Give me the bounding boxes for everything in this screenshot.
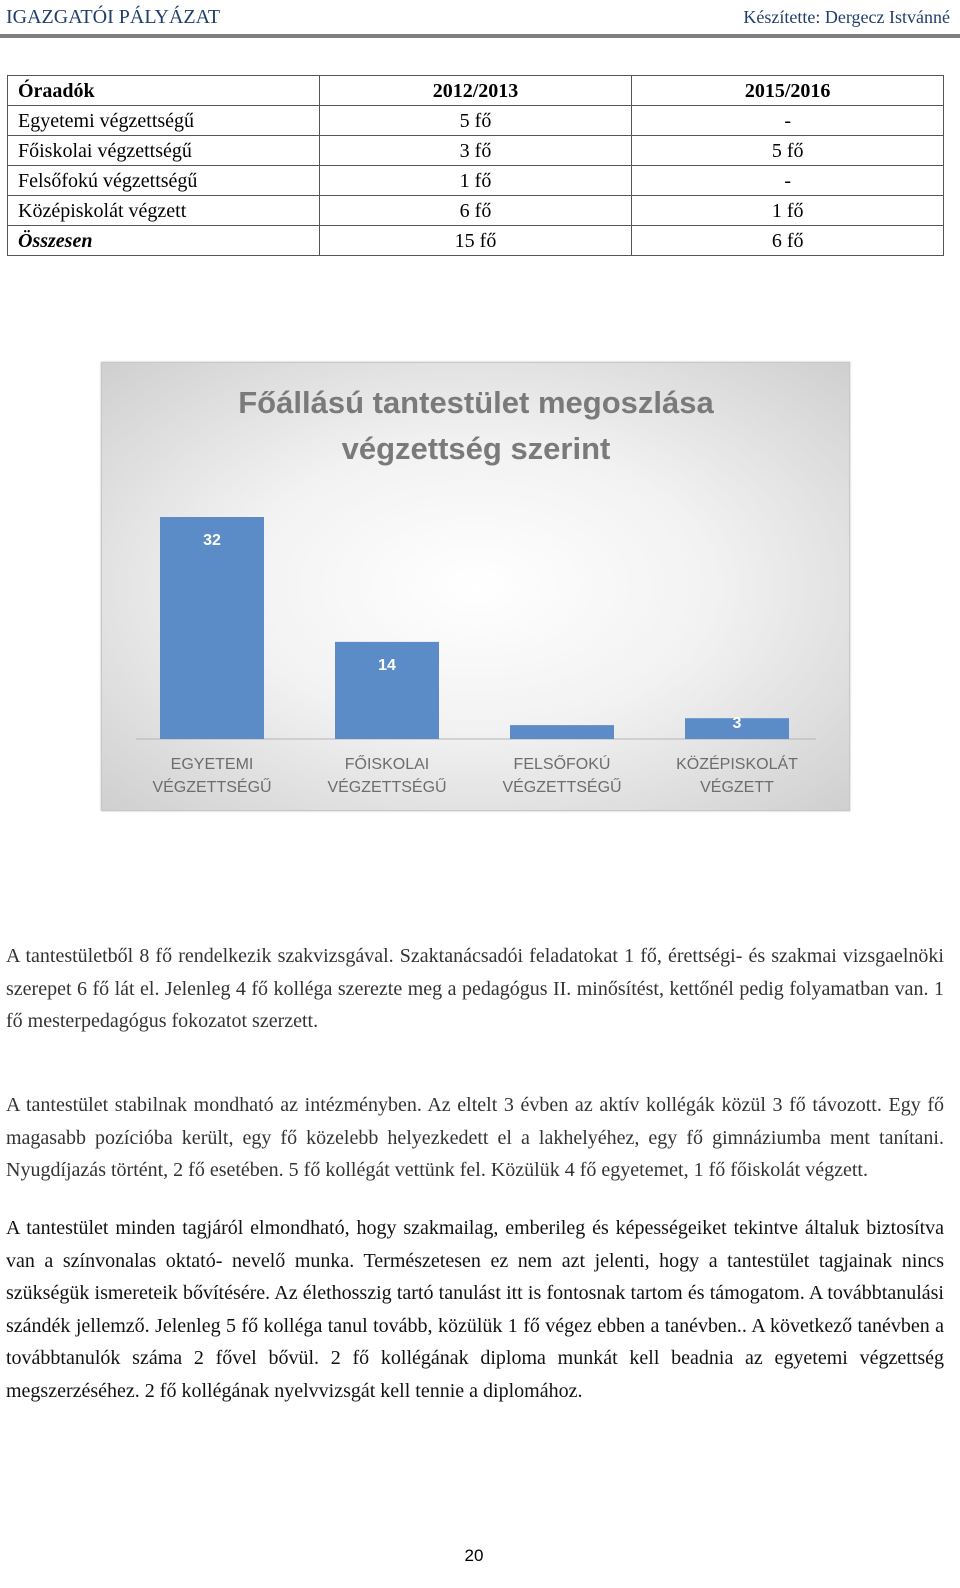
table-cell: 6 fő (319, 196, 632, 226)
table-cell-label: Főiskolai végzettségű (8, 136, 320, 166)
chart-category-label: VÉGZETT (700, 779, 774, 796)
paragraph-staff-stability (6, 1089, 944, 1187)
chart-category-label: FŐISKOLAI (344, 756, 430, 773)
bar-chart (101, 362, 850, 811)
table-cell-label: Felsőfokú végzettségű (8, 166, 320, 196)
chart-bar (160, 517, 264, 739)
table-row (8, 136, 944, 166)
chart-category-label: EGYETEMI (170, 756, 254, 773)
chart-data-label: 14 (378, 656, 396, 674)
table-cell: 1 fő (632, 196, 944, 226)
table-cell: 5 fő (632, 136, 944, 166)
document-title: IGAZGATÓI PÁLYÁZAT (6, 5, 221, 28)
table-cell-label: Középiskolát végzett (8, 196, 320, 226)
chart-category-label: VÉGZETTSÉGŰ (152, 779, 272, 796)
paragraph-further-education (6, 1212, 944, 1407)
table-cell: 1 fő (319, 166, 632, 196)
table-cell: 5 fő (319, 106, 632, 136)
chart-category-label: FELSŐFOKÚ (513, 756, 611, 773)
table-row (8, 106, 944, 136)
table-header-cell: 2012/2013 (319, 76, 632, 106)
table-cell: - (632, 166, 944, 196)
chart-category-label: VÉGZETTSÉGŰ (502, 779, 622, 796)
chart-data-label: 3 (732, 715, 742, 733)
chart-bar (510, 725, 614, 739)
chart-category-label: VÉGZETTSÉGŰ (327, 779, 447, 796)
staff-table (7, 75, 944, 256)
header-rule (0, 34, 960, 38)
document-author: Készítette: Dergecz Istvánné (743, 6, 950, 27)
table-row (8, 196, 944, 226)
chart-data-label: 32 (203, 532, 221, 549)
paragraph-text: A tantestület stabilnak mondható az intézményben. Az eltelt 3 évben az aktív kollégák közül 3 fő távozott. Egy fő magasabb pozícióba került, egy fő közelebb helyezkedett el a lakhelyéhez, egy fő gimnáziumba ment tanítani. Nyugdíjazás történt, 2 fő esetében. 5 fő kollégát vettünk fel. Közülük 4 fő egyetemet, 1 fő főiskolát végzett. (6, 1094, 944, 1181)
table-cell: - (632, 106, 944, 136)
table-header-row (8, 76, 944, 106)
page-number: 20 (464, 1546, 484, 1565)
paragraph-qualifications (6, 940, 944, 1038)
table-cell: 15 fő (319, 226, 632, 256)
chart-title-line: végzettség szerint (341, 431, 611, 466)
table-cell: 3 fő (319, 136, 632, 166)
table-row (8, 166, 944, 196)
paragraph-text: A tantestület minden tagjáról elmondható, hogy szakmailag, emberileg és képességeiket tekintve általuk biztosítva van a színvonalas oktató- nevelő munka. Természetesen ez nem azt jelenti, hogy a tantestület tagjainak nincs szükségük ismereteik bővítésére. Az élethosszig tartó tanulást itt is fontosnak tartom és támogatom. A továbbtanulási szándék jellemző. Jelenleg 5 fő kolléga tanul tovább, közülük 1 fő végez ebben a tanévben.. A következő tanévben a továbbtanulók száma 2 fővel bővül. 2 fő kollégának diploma munkát kell beadnia az egyetemi végzettség megszerzéséhez. 2 fő kollégának nyelvvizsgát kell tennie a diplomához. (6, 1217, 944, 1402)
table-cell: 6 fő (632, 226, 944, 256)
page-header (6, 0, 950, 34)
chart-title-line: Főállású tantestület megoszlása (238, 385, 714, 420)
table-cell-label: Összesen (8, 226, 320, 256)
table-cell-label: Egyetemi végzettségű (8, 106, 320, 136)
paragraph-text: A tantestületből 8 fő rendelkezik szakvizsgával. Szaktanácsadói feladatokat 1 fő, érettségi- és szakmai vizsgaelnöki szerepet 6 fő lát el. Jelenleg 4 fő kolléga szerezte meg a pedagógus II. minősítést, kettőnél pedig folyamatban van. 1 fő mesterpedagógus fokozatot szerzett. (6, 945, 944, 1032)
chart-category-label: KÖZÉPISKOLÁT (676, 756, 798, 773)
table-header-cell: Óraadók (8, 76, 320, 106)
chart-canvas (102, 363, 849, 810)
table-header-cell: 2015/2016 (632, 76, 944, 106)
table-total-row (8, 226, 944, 256)
